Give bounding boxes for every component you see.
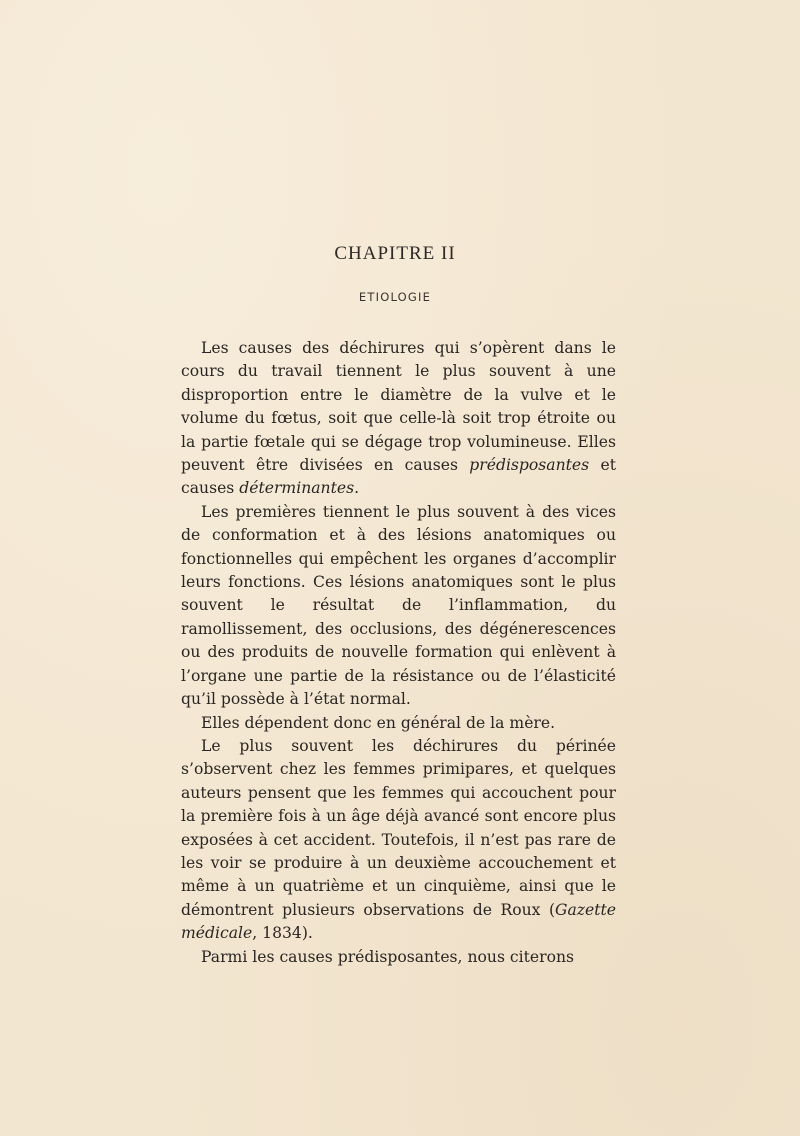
paragraph-text: Les causes des déchirures qui s’opèrent dans le cours du travail tiennent le plus souvent à une disproportion entre le diamètre de la vulve et le volume du fœtus, soit que celle-là soit trop étroite ou la partie fœtale qui se dégage trop volumineuse. Elles peuvent être divisées en causes xyxy=(181,339,616,475)
paragraph-text: Le plus souvent les déchirures du périnée s’observent chez les femmes primipares, et quelques auteurs pensent que les femmes qui accouchent pour la première fois à un âge déjà avancé sont encore plus exposées à cet accident. Toutefois, il n’est pas rare de les voir se produire à un deuxième accouchement et même à un quatrième et un cinquième, ainsi que le démontrent plusieurs observations de Roux ( xyxy=(181,736,616,919)
paragraph-text: , 1834). xyxy=(252,924,313,943)
paragraph-text: . xyxy=(354,479,360,498)
italic-citation: Gazette médicale xyxy=(181,900,616,943)
italic-term: déterminantes xyxy=(239,479,355,498)
chapter-title: CHAPITRE II xyxy=(334,243,456,264)
paragraph: Parmi les causes prédisposantes, nous citerons xyxy=(201,947,575,966)
paragraph xyxy=(181,337,616,501)
paragraph: Les premières tiennent le plus souvent à des vices de conformation et à des lésions anatomiques ou fonctionnelles qui empêchent les organes d’accomplir leurs fonctions. Ces lésions anatomiques sont le plus souvent le résultat de l’inflammation, du ramollissement, des occlusions, des dégénerescences ou des produits de nouvelle formation qui enlèvent à l’organe une partie de la résistance ou de l’élasticité qu’il possède à l’état normal. xyxy=(181,502,616,709)
italic-term: prédisposantes xyxy=(469,456,590,475)
paragraph-text: et causes xyxy=(181,456,616,498)
paragraph: Elles dépendent donc en général de la mère. xyxy=(201,713,556,732)
body-text xyxy=(181,337,616,969)
paragraph xyxy=(181,735,616,946)
section-title: ETIOLOGIE xyxy=(358,290,432,304)
